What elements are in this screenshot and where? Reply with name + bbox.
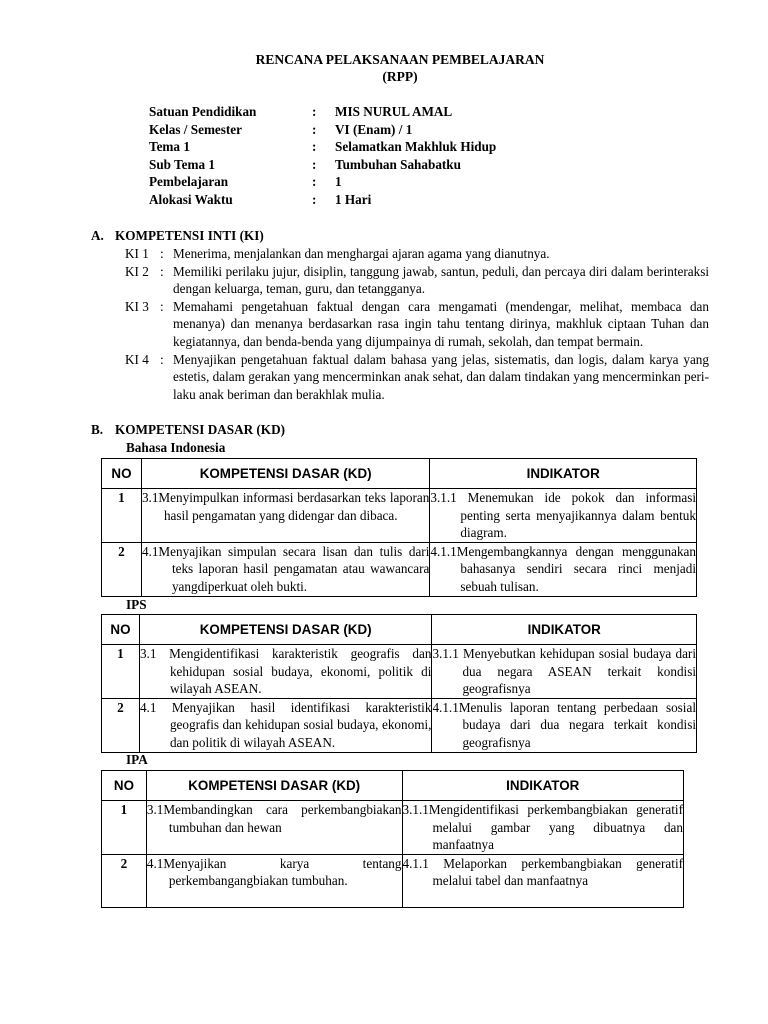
subject-heading-bahasa-indonesia: Bahasa Indonesia <box>126 440 226 455</box>
ki-colon: : <box>160 298 164 314</box>
row-number: 2 <box>102 542 142 596</box>
identity-value: 1 Hari <box>335 191 372 207</box>
table-row <box>102 489 697 543</box>
indikator-text: 3.1.1Mengidentifikasi perkembangbiakan generatif melalui gambar yang dibuatnya dan manfaatnya <box>402 802 683 853</box>
kd-table-ips <box>101 614 697 753</box>
identity-key: Kelas / Semester <box>149 121 243 137</box>
subject-heading-ips: IPS <box>126 597 147 612</box>
ki-colon: : <box>160 246 164 261</box>
table-row <box>102 854 684 907</box>
identity-key: Alokasi Waktu <box>149 191 233 207</box>
ki-text: Memiliki perilaku jujur, disiplin, tanggung jawab, santun, peduli, dan percaya diri dalam berinteraksi dengan keluarga, teman, guru, dan tetangganya. <box>173 263 709 297</box>
identity-colon: : <box>312 139 317 155</box>
row-number: 1 <box>102 489 142 543</box>
identity-colon: : <box>312 104 317 119</box>
section-letter: A. <box>91 228 104 243</box>
header-no: NO <box>102 771 147 801</box>
identity-value: MIS NURUL AMAL <box>335 104 453 119</box>
header-no: NO <box>102 459 142 489</box>
kd-table-ipa <box>101 770 684 908</box>
header-kd: KOMPETENSI DASAR (KD) <box>146 771 402 801</box>
identity-colon: : <box>312 156 317 172</box>
kd-text: 3.1Membandingkan cara perkembangbiakan tumbuhan dan hewan <box>146 802 402 835</box>
identity-colon: : <box>312 191 317 207</box>
document-subtitle: (RPP) <box>382 69 418 84</box>
row-number: 1 <box>102 801 147 855</box>
header-indikator: INDIKATOR <box>432 615 697 645</box>
subject-heading-ipa: IPA <box>126 752 148 767</box>
table-header-row <box>102 615 697 645</box>
indikator-text: 4.1.1Menulis laporan tentang perbedaan sosial budaya dari dua negara terkait kondisi geografisnya <box>432 699 696 750</box>
kd-text: 3.1Menyimpulkan informasi berdasarkan teks laporan hasil pengamatan yang didengar dan dibaca. <box>141 490 430 523</box>
table-row <box>102 542 697 596</box>
ki-text: Menyajikan pengetahuan faktual dalam bahasa yang jelas, sistematis, dan logis, dalam karya yang estetis, dalam gerakan yang mencerminkan anak sehat, dan dalam tindakan yang mencerminkan peri-laku anak beriman dan berakhlak mulia. <box>173 351 709 402</box>
header-no: NO <box>102 615 140 645</box>
ki-label: KI 3 <box>125 298 149 314</box>
identity-value: Tumbuhan Sahabatku <box>335 156 461 172</box>
ki-label: KI 1 <box>125 246 149 261</box>
kd-text: 4.1Menyajikan simpulan secara lisan dan tulis dari teks laporan hasil pengamatan atau wawancara yangdiperkuat oleh bukti. <box>141 543 430 594</box>
identity-value: 1 <box>335 174 342 190</box>
ki-text: Memahami pengetahuan faktual dengan cara mengamati (mendengar, melihat, membaca dan menanya) dan menanya berdasarkan rasa ingin tahu tentang dirinya, makhluk ciptaan Tuhan dan kegiatannya, dan benda-benda yang dijumpainya di rumah, sekolah, dan tempat bermain. <box>173 298 709 349</box>
kd-text: 3.1 Mengidentifikasi karakteristik geografis dan kehidupan sosial budaya, ekonomi, politik di wilayah ASEAN. <box>139 646 432 697</box>
section-title: KOMPETENSI DASAR (KD) <box>115 422 285 437</box>
header-indikator: INDIKATOR <box>402 771 684 801</box>
table-row <box>102 645 697 699</box>
section-title: KOMPETENSI INTI (KI) <box>115 228 264 243</box>
ki-colon: : <box>160 351 164 367</box>
indikator-text: 3.1.1 Menyebutkan kehidupan sosial budaya dari dua negara ASEAN terkait kondisi geografisnya <box>432 646 696 697</box>
table-row <box>102 801 684 855</box>
identity-value: VI (Enam) / 1 <box>335 121 413 137</box>
identity-value: Selamatkan Makhluk Hidup <box>335 139 497 155</box>
ki-text: Menerima, menjalankan dan menghargai ajaran agama yang dianutnya. <box>173 246 550 261</box>
ki-list <box>125 245 709 403</box>
table-header-row <box>102 771 684 801</box>
section-letter: B. <box>91 422 104 437</box>
table-row <box>102 698 697 752</box>
ki-item <box>125 263 709 298</box>
ki-label: KI 2 <box>125 263 149 279</box>
row-number: 1 <box>102 645 140 699</box>
kd-table-bahasa-indonesia <box>101 458 697 597</box>
identity-key: Sub Tema 1 <box>149 156 215 172</box>
document-title: RENCANA PELAKSANAAN PEMBELAJARAN <box>255 52 545 67</box>
kd-text: 4.1 Menyajikan hasil identifikasi karakteristik geografis dan kehidupan sosial budaya, ekonomi, dan politik di wilayah ASEAN. <box>139 699 432 750</box>
ki-item <box>125 245 709 263</box>
ki-label: KI 4 <box>125 351 149 367</box>
kd-text: 4.1Menyajikan karya tentang perkembangangbiakan tumbuhan. <box>146 855 402 889</box>
identity-key: Satuan Pendidikan <box>149 104 257 119</box>
section-b-heading <box>91 421 285 439</box>
indikator-text: 3.1.1 Menemukan ide pokok dan informasi penting serta menyajikannya dalam bentuk diagram. <box>430 490 696 541</box>
identity-colon: : <box>312 121 317 137</box>
indikator-text: 4.1.1 Melaporkan perkembangbiakan generatif melalui tabel dan manfaatnya <box>402 855 683 889</box>
table-header-row <box>102 459 697 489</box>
identity-colon: : <box>312 174 317 190</box>
row-number: 2 <box>102 854 147 907</box>
identity-key: Tema 1 <box>149 139 190 155</box>
row-number: 2 <box>102 698 140 752</box>
ki-item <box>125 351 709 404</box>
section-a-heading <box>91 227 264 245</box>
header-kd: KOMPETENSI DASAR (KD) <box>141 459 429 489</box>
header-indikator: INDIKATOR <box>430 459 697 489</box>
indikator-text: 4.1.1Mengembangkannya dengan menggunakan bahasanya sendiri secara rinci menjadi sebuah tulisan. <box>430 543 696 594</box>
ki-colon: : <box>160 263 164 279</box>
header-kd: KOMPETENSI DASAR (KD) <box>139 615 432 645</box>
ki-item <box>125 298 709 351</box>
identity-key: Pembelajaran <box>149 174 229 190</box>
